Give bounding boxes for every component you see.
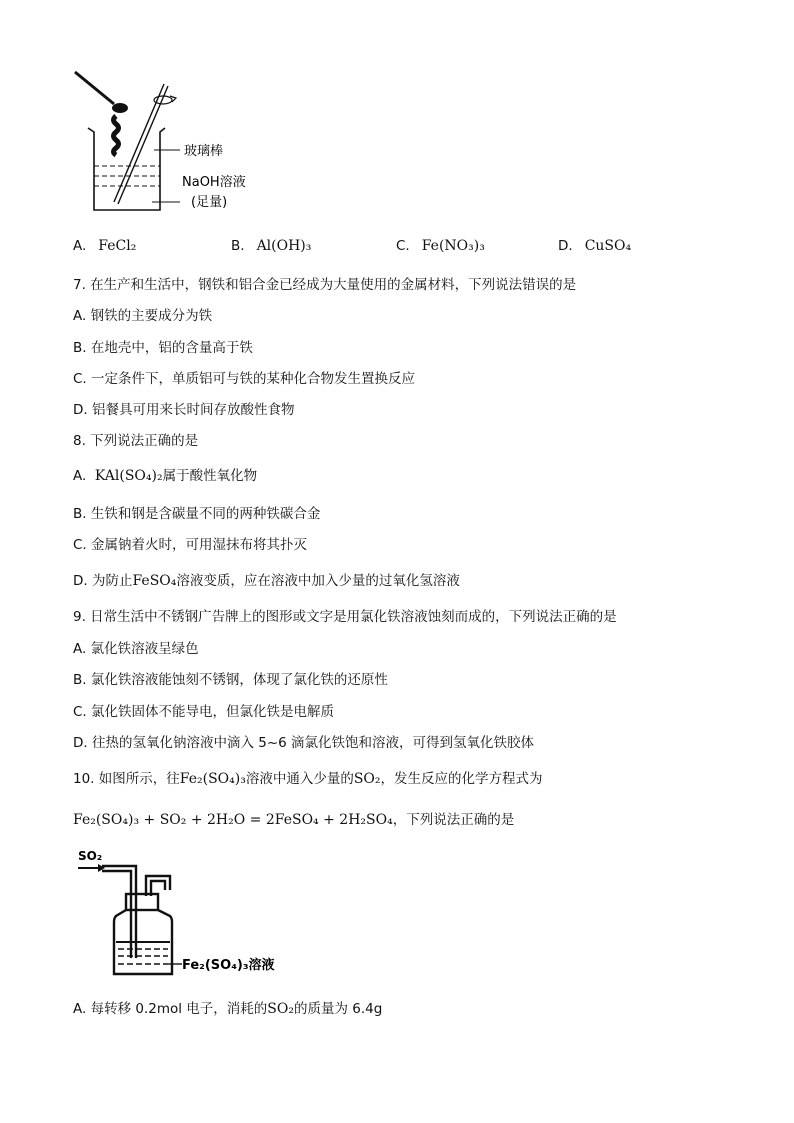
beaker-figure — [70, 66, 270, 216]
q6-option-b[interactable]: B. Al(OH)₃ — [231, 238, 312, 254]
q10-option-a[interactable]: A. 每转移 0.2mol 电子，消耗的SO₂的质量为 6.4g — [73, 1001, 383, 1017]
q6-options — [73, 238, 673, 260]
q6-option-c[interactable]: C. Fe(NO₃)₃ — [396, 238, 485, 254]
glass-rod-label: 玻璃棒 — [184, 144, 224, 159]
q6-option-d[interactable]: D. CuSO₄ — [558, 238, 632, 254]
fe2so43-solution-label: Fe₂(SO₄)₃溶液 — [182, 958, 275, 973]
q8-option-a[interactable]: A. KAl(SO₄)₂属于酸性氧化物 — [73, 468, 258, 484]
q10-equation: Fe₂(SO₄)₃ + SO₂ + 2H₂O = 2FeSO₄ + 2H₂SO₄，下列说法正确的是 — [73, 812, 515, 828]
q7-option-b[interactable]: B. 在地壳中，铝的含量高于铁 — [73, 340, 253, 356]
q8-option-b[interactable]: B. 生铁和钢是含碳量不同的两种铁碳合金 — [73, 506, 321, 522]
q7-option-c[interactable]: C. 一定条件下，单质铝可与铁的某种化合物发生置换反应 — [73, 371, 416, 387]
q9-option-a[interactable]: A. 氯化铁溶液呈绿色 — [73, 641, 199, 657]
q6-option-a[interactable]: A. FeCl₂ — [73, 238, 137, 254]
q7-option-d[interactable]: D. 铝餐具可用来长时间存放酸性食物 — [73, 402, 295, 418]
amount-label: (足量) — [191, 195, 228, 210]
wash-bottle-figure — [76, 846, 296, 978]
q8-stem: 8. 下列说法正确的是 — [73, 433, 199, 449]
q9-option-b[interactable]: B. 氯化铁溶液能蚀刻不锈钢，体现了氯化铁的还原性 — [73, 672, 388, 688]
q9-option-c[interactable]: C. 氯化铁固体不能导电，但氯化铁是电解质 — [73, 704, 335, 720]
q8-option-c[interactable]: C. 金属钠着火时，可用湿抹布将其扑灭 — [73, 537, 308, 553]
q10-stem: 10. 如图所示，往Fe₂(SO₄)₃溶液中通入少量的SO₂，发生反应的化学方程式为 — [73, 771, 543, 787]
q9-stem: 9. 日常生活中不锈钢广告牌上的图形或文字是用氯化铁溶液蚀刻而成的，下列说法正确的是 — [73, 609, 617, 625]
q9-option-d[interactable]: D. 往热的氢氧化钠溶液中滴入 5~6 滴氯化铁饱和溶液，可得到氢氧化铁胶体 — [73, 735, 535, 751]
q8-option-d[interactable]: D. 为防止FeSO₄溶液变质，应在溶液中加入少量的过氧化氢溶液 — [73, 573, 460, 589]
q7-stem: 7. 在生产和生活中，钢铁和铝合金已经成为大量使用的金属材料，下列说法错误的是 — [73, 277, 577, 293]
q7-option-a[interactable]: A. 钢铁的主要成分为铁 — [73, 308, 213, 324]
so2-gas-label: SO₂ — [78, 849, 103, 863]
naoh-solution-label: NaOH溶液 — [182, 175, 246, 190]
